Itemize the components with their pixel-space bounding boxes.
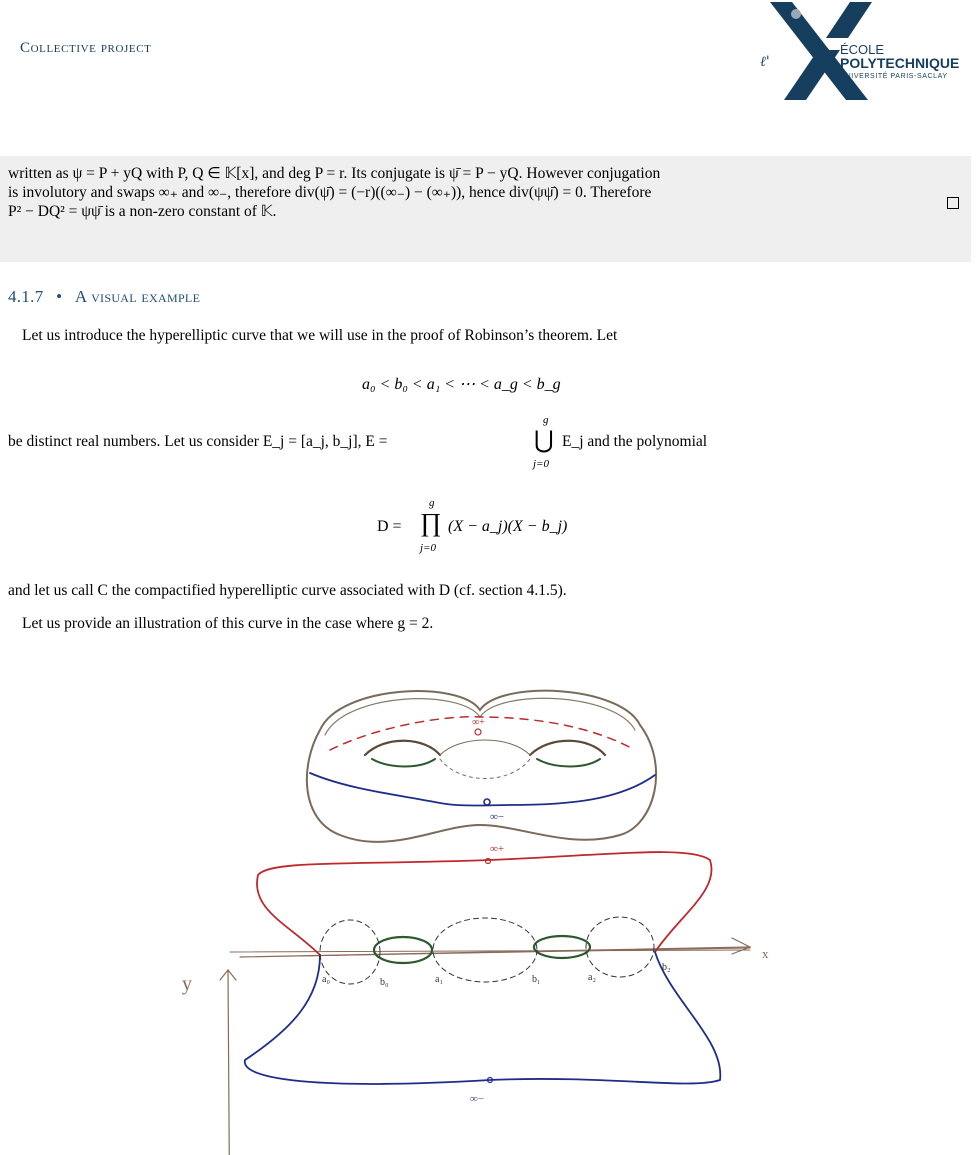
paragraph-curve-def: and let us call C the compactified hyperelliptic curve associated with D (cf. section 4.1.5). (8, 582, 567, 599)
y-axis (228, 970, 230, 1155)
logo-prefix: ℓ' (760, 54, 770, 70)
top-inf-plus-label: ∞+ (472, 717, 485, 728)
running-title: Collective project (20, 40, 152, 56)
upper-branch (257, 852, 712, 955)
union-top: g (543, 414, 549, 426)
union-symbol: ⋃ (534, 428, 554, 454)
equation-d-rhs: (X − a_j)(X − b_j) (448, 518, 568, 535)
label-a1: a₁ (435, 974, 443, 985)
x-axis-label: x (762, 946, 769, 961)
top-inf-minus-label: ∞− (490, 811, 505, 823)
logo-line2: POLYTECHNIQUE (840, 55, 960, 71)
product-top: g (429, 497, 435, 509)
proof-line-1: written as ψ = P + yQ with P, Q ∈ 𝕂[x], and deg P = r. Its conjugate is ψ̄ = P − yQ. However conjugation (8, 165, 661, 182)
genus-two-surface (307, 691, 656, 842)
paragraph-illustration: Let us provide an illustration of this curve in the case where g = 2. (22, 615, 434, 632)
label-b1: b₁ (532, 974, 541, 985)
bottom-inf-plus-label: ∞+ (490, 843, 505, 855)
equation-d-lhs: D = (377, 518, 402, 535)
section-heading (8, 287, 200, 307)
label-a0: a₀ (322, 974, 330, 985)
label-b2: b₂ (662, 962, 671, 973)
paragraph-intro: Let us introduce the hyperelliptic curve that we will use in the proof of Robinson’s theorem. Let (22, 327, 618, 344)
hyperelliptic-curve-illustration (150, 655, 820, 1145)
logo-line1: ÉCOLE (840, 42, 885, 57)
proof-line-2: is involutory and swaps ∞₊ and ∞₋, therefore div(ψ̄) = (−r)((∞₋) − (∞₊)), hence div(ψψ̄) = 0. Therefore (8, 184, 652, 201)
section-title: A visual example (74, 287, 201, 306)
x-axis-arrow-icon (732, 938, 750, 954)
y-axis-label: y (182, 973, 192, 995)
logo-line3: UNIVERSITÉ PARIS-SACLAY (840, 73, 948, 80)
crest-icon (791, 9, 801, 19)
section-bullet: • (56, 287, 63, 306)
ecole-polytechnique-logo (762, 2, 974, 100)
product-symbol: ∏ (420, 508, 442, 537)
lower-branch (245, 952, 721, 1084)
label-a2: a₂ (588, 972, 596, 983)
proof-text (8, 164, 963, 221)
product-bottom: j=0 (420, 542, 436, 554)
paragraph-union-start: be distinct real numbers. Let us consider E_j = [a_j, b_j], E = (8, 433, 388, 450)
real-curve-diagram (182, 843, 769, 1155)
paragraph-union-end: E_j and the polynomial (562, 433, 708, 450)
equation-ordering: a₀ < b₀ < a₁ < ⋯ < a_g < b_g (362, 376, 561, 393)
bottom-inf-minus-label: ∞− (470, 1093, 485, 1105)
union-bottom: j=0 (533, 458, 549, 470)
label-b0: b₀ (380, 977, 389, 988)
section-number: 4.1.7 (8, 287, 44, 306)
proof-line-3: P² − DQ² = ψψ̄ is a non-zero constant of 𝕂. (8, 203, 277, 220)
